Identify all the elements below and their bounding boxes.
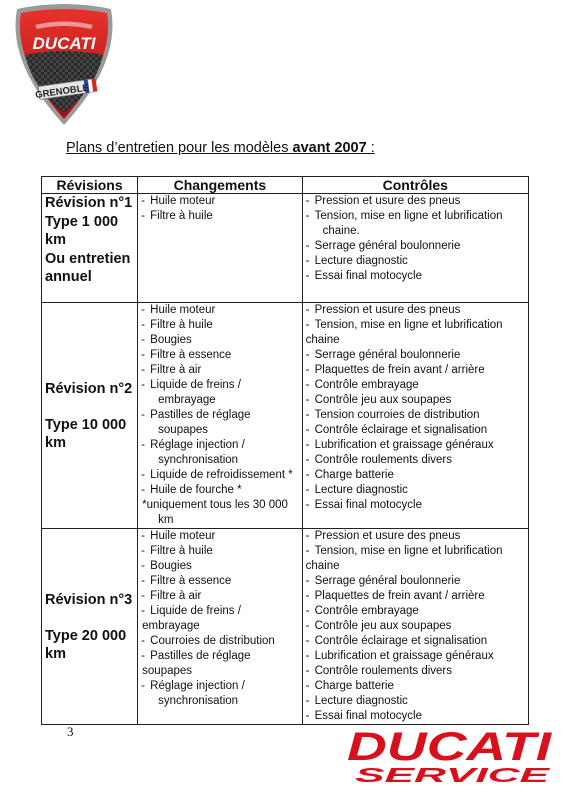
list-item: - Huile moteur <box>138 194 301 209</box>
list-item: - Filtre à essence <box>138 348 301 363</box>
revision-cell <box>42 529 138 725</box>
list-item: - Réglage injection / <box>138 438 301 453</box>
list-item: - Plaquettes de frein avant / arrière <box>303 363 528 378</box>
list-item: - Serrage général boulonnerie <box>303 574 528 589</box>
list-note: km <box>158 514 174 526</box>
service-logo-subtitle: SERVICE <box>355 765 551 786</box>
list-item: - Filtre à huile <box>138 209 301 224</box>
list-item: - Tension, mise en ligne et lubrification <box>303 209 528 224</box>
list-item: - Filtre à air <box>138 363 301 378</box>
list-item: - Filtre à air <box>138 589 301 604</box>
header-controles: Contrôles <box>302 177 528 194</box>
controles-cell <box>302 529 528 725</box>
revision-title: Révision n°3 <box>45 591 133 608</box>
list-item: - Contrôle roulements divers <box>303 664 528 679</box>
table-header-row <box>42 177 529 194</box>
list-item: - Lecture diagnostic <box>303 694 528 709</box>
list-item: - Liquide de freins / <box>138 604 301 619</box>
list-item: synchronisation <box>158 454 239 466</box>
revision-label <box>42 380 137 452</box>
revision-label <box>42 591 137 663</box>
revision-line: annuel <box>45 269 92 285</box>
revision-cell <box>42 194 138 303</box>
revision-line: Révision n°1 <box>45 195 133 211</box>
list-item: - Contrôle embrayage <box>303 378 528 393</box>
list-item: - Filtre à huile <box>138 318 301 333</box>
revision-line: Ou entretien <box>45 250 131 267</box>
list-item: - Contrôle jeu aux soupapes <box>303 393 528 408</box>
list-item: - Lubrification et graissage généraux <box>303 649 528 664</box>
list-item: soupapes <box>158 424 209 436</box>
revision-line: Type 1 000 <box>45 213 119 230</box>
title-suffix: : <box>366 140 375 156</box>
revision-line: km <box>45 232 66 248</box>
revision-type: km <box>45 434 66 451</box>
list-item: - Filtre à huile <box>138 544 301 559</box>
list-item: - Essai final motocycle <box>303 269 528 284</box>
list-item: - Bougies <box>138 559 301 574</box>
list-item: - Liquide de refroidissement * <box>138 468 301 483</box>
list-item: - Huile de fourche * <box>138 483 301 498</box>
revision-type: Type 10 000 <box>45 416 127 433</box>
list-item: embrayage <box>158 394 216 406</box>
changements-cell <box>138 303 302 529</box>
list-item: - Contrôle éclairage et signalisation <box>303 634 528 649</box>
list-item: - Pression et usure des pneus <box>303 529 528 544</box>
list-item: - Contrôle embrayage <box>303 604 528 619</box>
maintenance-table <box>41 176 529 725</box>
title-prefix: Plans d’entretien pour les modèles <box>66 140 293 156</box>
header-revisions: Révisions <box>42 177 138 194</box>
list-item: - Lecture diagnostic <box>303 483 528 498</box>
list-item: - Pression et usure des pneus <box>303 303 528 318</box>
revision-type: km <box>45 645 66 662</box>
list-item: - Serrage général boulonnerie <box>303 348 528 363</box>
service-logo-brand: DUCATI <box>347 725 553 769</box>
list-item: chaine <box>305 334 340 346</box>
list-item: - Charge batterie <box>303 468 528 483</box>
list-item: - Huile moteur <box>138 303 301 318</box>
controles-cell <box>302 194 528 303</box>
list-item: chaine <box>305 560 340 572</box>
list-item: - Tension courroies de distribution <box>303 408 528 423</box>
list-item: - Plaquettes de frein avant / arrière <box>303 589 528 604</box>
list-item: embrayage <box>142 620 200 632</box>
ducati-grenoble-logo <box>5 3 123 129</box>
changements-cell <box>138 194 302 303</box>
list-item: - Essai final motocycle <box>303 709 528 724</box>
logo-brand-text: DUCATI <box>32 34 96 53</box>
list-item: - Bougies <box>138 333 301 348</box>
logo-city-text: GRENOBLE <box>34 82 90 101</box>
table-row-revision-3 <box>42 529 529 725</box>
list-item: - Serrage général boulonnerie <box>303 239 528 254</box>
list-item: - Tension, mise en ligne et lubrification <box>303 318 528 333</box>
list-item: - Huile moteur <box>138 529 301 544</box>
list-item: chaine. <box>322 225 360 237</box>
revision-cell <box>42 303 138 529</box>
list-item: - Contrôle jeu aux soupapes <box>303 619 528 634</box>
table-row-revision-2 <box>42 303 529 529</box>
revision-label <box>42 194 137 287</box>
list-item: - Réglage injection / <box>138 679 301 694</box>
list-note: *uniquement tous les 30 000 <box>142 499 288 511</box>
list-item: - Pastilles de réglage <box>138 649 301 664</box>
list-item: - Courroies de distribution <box>138 634 301 649</box>
list-item: synchronisation <box>158 695 239 707</box>
table-row-revision-1 <box>42 194 529 303</box>
list-item: - Tension, mise en ligne et lubrification <box>303 544 528 559</box>
changements-cell <box>138 529 302 725</box>
list-item: - Charge batterie <box>303 679 528 694</box>
list-item: soupapes <box>142 665 193 677</box>
list-item: - Liquide de freins / <box>138 378 301 393</box>
list-item: - Essai final motocycle <box>303 498 528 513</box>
list-item: - Lubrification et graissage généraux <box>303 438 528 453</box>
list-item: - Pression et usure des pneus <box>303 194 528 209</box>
revision-type: Type 20 000 <box>45 627 127 644</box>
list-item: - Contrôle roulements divers <box>303 453 528 468</box>
page-number: 3 <box>67 724 74 739</box>
list-item: - Lecture diagnostic <box>303 254 528 269</box>
list-item: - Contrôle éclairage et signalisation <box>303 423 528 438</box>
ducati-service-logo <box>343 724 553 786</box>
page-title <box>66 140 375 156</box>
list-item: - Pastilles de réglage <box>138 408 301 423</box>
revision-title: Révision n°2 <box>45 380 133 397</box>
list-item: - Filtre à essence <box>138 574 301 589</box>
title-emphasis: avant 2007 <box>292 140 367 156</box>
controles-cell <box>302 303 528 529</box>
header-changements: Changements <box>138 177 302 194</box>
